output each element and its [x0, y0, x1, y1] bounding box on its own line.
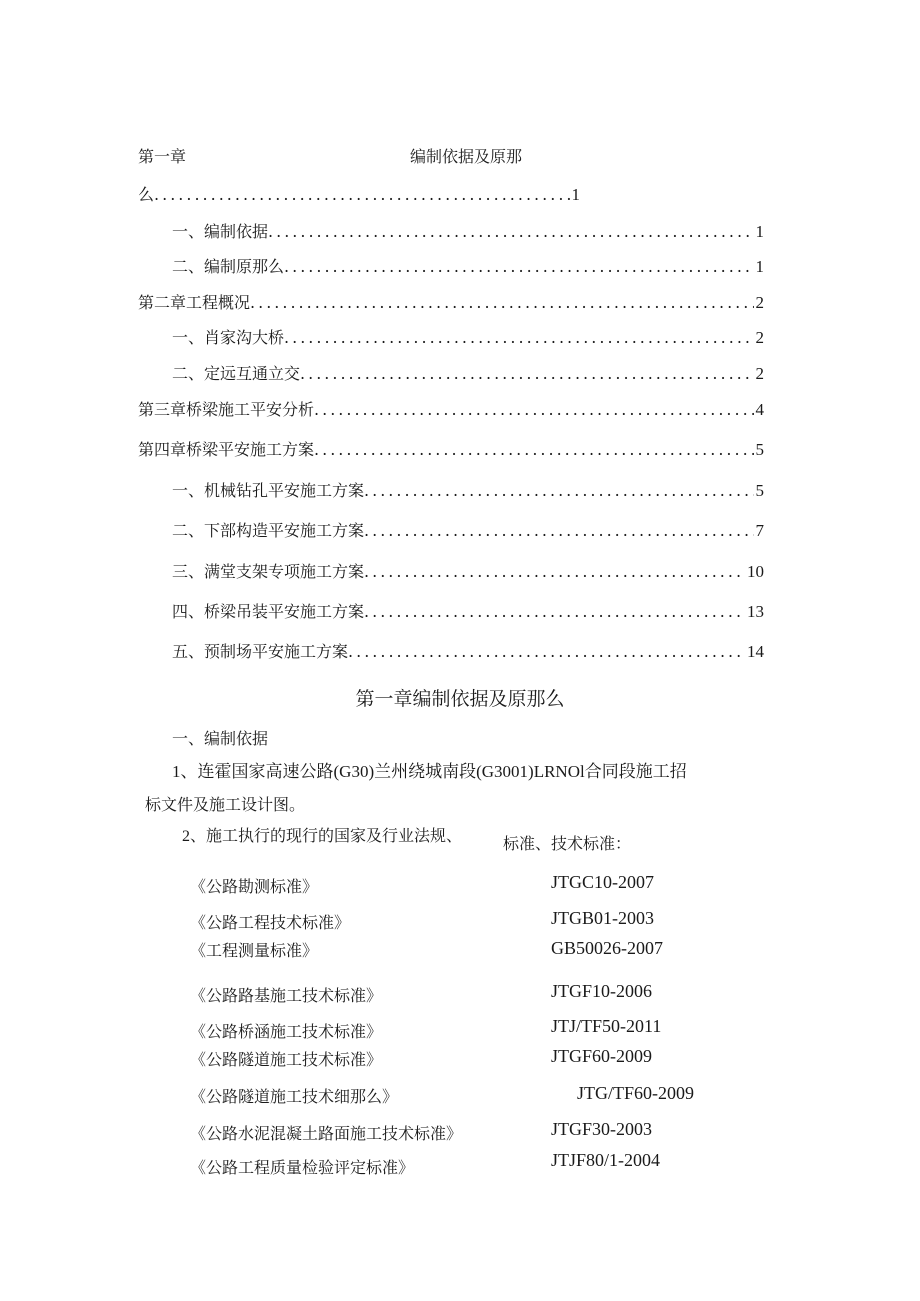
toc-page: 1 [571, 185, 580, 204]
toc-page: 5 [755, 440, 764, 459]
section-heading: 一、编制依据 [172, 729, 269, 748]
toc-label: 么 [138, 185, 155, 204]
toc-label: 二、编制原那么 [172, 257, 285, 276]
toc-leader [364, 562, 745, 582]
toc-leader [364, 481, 753, 501]
toc-leader [364, 602, 745, 622]
toc-page: 7 [755, 521, 764, 540]
toc-label: 二、下部构造平安施工方案 [172, 521, 365, 540]
standard-code: JTGC10-2007 [551, 872, 654, 892]
toc-entry[interactable] [172, 328, 764, 348]
toc-entry[interactable] [172, 642, 764, 662]
standard-name: 《公路水泥混凝土路面施工技术标准》 [190, 1124, 463, 1143]
toc-label: 第四章桥梁平安施工方案 [138, 440, 315, 459]
toc-page: 2 [755, 328, 764, 347]
toc-label: 第三章桥梁施工平安分析 [138, 400, 315, 419]
toc-entry[interactable] [138, 293, 764, 313]
standard-code: JTGB01-2003 [551, 908, 654, 928]
standard-name: 《公路桥涵施工技术标准》 [190, 1022, 383, 1041]
paragraph-item-2-cont: 标准、技术标准： [503, 834, 632, 853]
standard-code: GB50026-2007 [551, 938, 663, 958]
toc-entry[interactable] [172, 222, 764, 242]
toc-leader [300, 364, 753, 384]
toc-label: 一、机械钻孔平安施工方案 [172, 481, 365, 500]
toc-leader [348, 642, 745, 662]
toc-leader [314, 400, 753, 420]
toc-label: 五、预制场平安施工方案 [172, 642, 349, 661]
standard-name: 《公路工程质量检验评定标准》 [190, 1158, 415, 1177]
paragraph-item-1-cont: 标文件及施工设计图。 [145, 795, 306, 814]
standard-name: 《公路路基施工技术标准》 [190, 986, 383, 1005]
toc-entry[interactable] [172, 257, 764, 277]
chapter-title: 第一章编制依据及原那么 [355, 688, 565, 710]
toc-label: 四、桥梁吊装平安施工方案 [172, 602, 365, 621]
toc-leader [284, 328, 753, 348]
toc-label: 第二章工程概况 [138, 293, 251, 312]
standard-code: JTGF60-2009 [551, 1046, 653, 1066]
standard-name: 《公路勘测标准》 [190, 877, 319, 896]
toc-page: 5 [755, 481, 764, 500]
standard-name: 《公路隧道施工技术细那么》 [190, 1087, 399, 1106]
toc-entry[interactable] [172, 521, 764, 541]
standard-name: 《公路工程技术标准》 [190, 913, 351, 932]
toc-label: 三、满堂支架专项施工方案 [172, 562, 365, 581]
standard-code: JTGF30-2003 [551, 1119, 653, 1139]
toc-entry[interactable] [138, 440, 764, 460]
standard-code: JTGF10-2006 [551, 981, 653, 1001]
toc-label: 一、编制依据 [172, 222, 269, 241]
toc-leader [284, 257, 753, 277]
toc-entry-ch1[interactable] [138, 185, 580, 205]
toc-page: 4 [755, 400, 764, 419]
toc-page: 1 [755, 257, 764, 276]
standard-name: 《公路隧道施工技术标准》 [190, 1050, 383, 1069]
toc-page: 10 [747, 562, 764, 581]
toc-leader [364, 521, 753, 541]
toc-entry[interactable] [172, 481, 764, 501]
toc-leader [250, 293, 753, 313]
toc-leader [268, 222, 753, 242]
toc-ch1-prefix: 第一章 [138, 147, 187, 166]
toc-label: 二、定远互通立交 [172, 364, 301, 383]
standard-code: JTJF80/1-2004 [551, 1150, 661, 1170]
toc-page: 1 [755, 222, 764, 241]
paragraph-item-1: 1、连霍国家高速公路(G30)兰州绕城南段(G3001)LRNOl合同段施工招 [172, 762, 687, 781]
toc-leader [314, 440, 753, 460]
standard-code: JTJ/TF50-2011 [551, 1016, 662, 1036]
toc-entry[interactable] [138, 400, 764, 420]
toc-page: 2 [755, 364, 764, 383]
toc-page: 13 [747, 602, 764, 621]
toc-ch1-title: 编制依据及原那 [410, 147, 523, 166]
toc-page: 14 [747, 642, 764, 661]
toc-entry[interactable] [172, 602, 764, 622]
standard-name: 《工程测量标准》 [190, 941, 319, 960]
toc-page: 2 [755, 293, 764, 312]
toc-label: 一、肖家沟大桥 [172, 328, 285, 347]
toc-leader [154, 185, 569, 205]
paragraph-item-2: 2、施工执行的现行的国家及行业法规、 [182, 828, 463, 845]
standard-code: JTG/TF60-2009 [577, 1083, 694, 1103]
toc-entry[interactable] [172, 364, 764, 384]
toc-entry[interactable] [172, 562, 764, 582]
